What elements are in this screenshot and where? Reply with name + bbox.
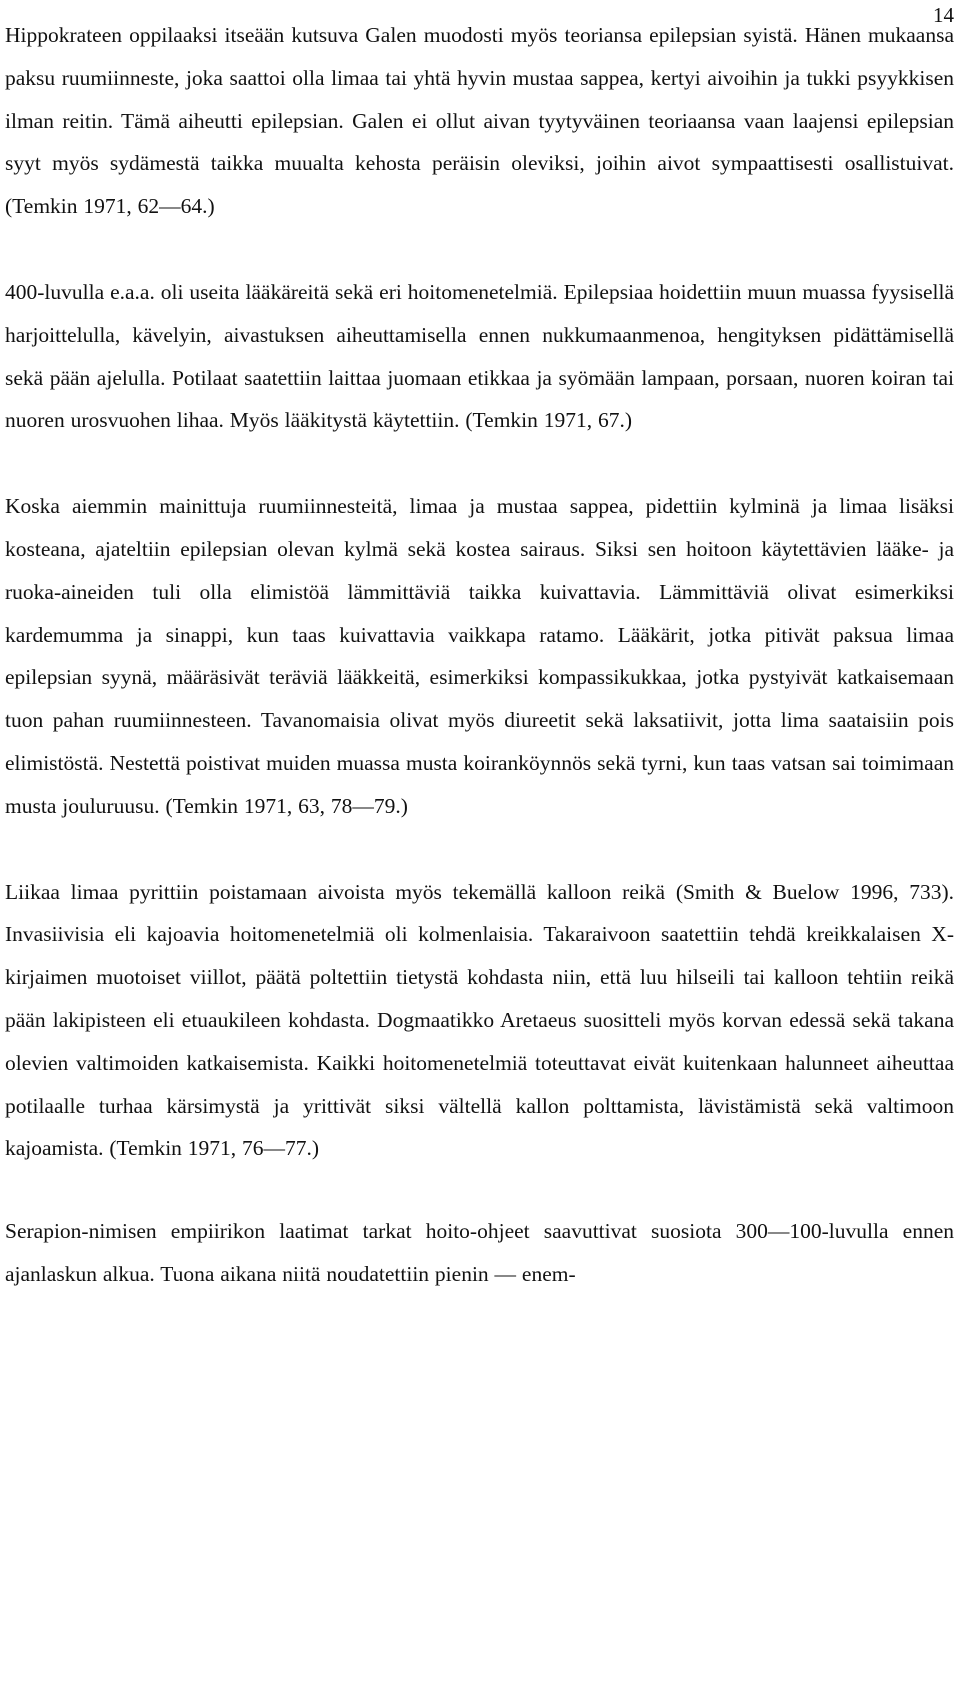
- paragraph-gap: [5, 828, 954, 871]
- paragraph-400-treatments: 400-luvulla e.a.a. oli useita lääkäreitä sekä eri hoitomenetelmiä. Epilepsiaa hoidettiin muun muassa fyysisellä harjoittelulla, kävelyin, aivastuksen aiheuttamisella ennen nukkumaanmenoa, hengityksen pidättämisellä sekä pään ajelulla. Potilaat saatettiin laittaa juomaan etikkaa ja syömään lampaan, porsaan, nuoren koiran tai nuoren urosvuohen lihaa. Myös lääkitystä käytettiin. (Temkin 1971, 67.): [5, 279, 954, 433]
- paragraph-gap: [5, 1170, 954, 1210]
- paragraph-gap: [5, 228, 954, 271]
- paragraph-galen-theory: Hippokrateen oppilaaksi itseään kutsuva Galen muodosti myös teoriansa epilepsian syistä. Hänen mukaansa paksu ruumiinneste, joka saattoi olla limaa tai yhtä hyvin mustaa sappea, kertyi aivoihin ja tukki psyykkisen ilman reitin. Tämä aiheutti epilepsian. Galen ei ollut aivan tyytyväinen teoriaansa vaan laajensi epilepsian syyt myös sydämestä taikka muualta kehosta peräisin oleviksi, joihin aivot sympaattisesti osallistuivat. (Temkin 1971, 62—64.): [5, 23, 954, 219]
- page-number: 14: [933, 3, 954, 27]
- paragraph-invasive-methods: Liikaa limaa pyrittiin poistamaan aivoista myös tekemällä kalloon reikä (Smith & Buelow 1996, 733). Invasiivisia eli kajoavia hoitomenetelmiä oli kolmenlaisia. Takaraivoon saatettiin tehdä kreikkalaisen X-kirjaimen muotoiset viillot, päätä poltettiin tietystä kohdasta niin, että luu hilseili tai kalloon tehtiin reikä pään lakipisteen eli etuaukileen kohdasta. Dogmaatikko Aretaeus suositteli myös korvan edessä sekä takana olevien valtimoiden katkaisemista. Kaikki hoitomenetelmiä toteuttavat eivät kuitenkaan halunneet aiheuttaa potilaalle turhaa kärsimystä ja yrittivät siksi vältellä kallon polttamista, lävistämistä sekä valtimoon kajoamista. (Temkin 1971, 76—77.): [5, 879, 954, 1161]
- document-body: [5, 14, 954, 1296]
- paragraph-gap: [5, 442, 954, 485]
- paragraph-serapion: Serapion-nimisen empiirikon laatimat tarkat hoito-ohjeet saavuttivat suosiota 300—100-luvulla ennen ajanlaskun alkua. Tuona aikana niitä noudatettiin pienin — enem-: [5, 1219, 954, 1286]
- paragraph-humors-treatment: Koska aiemmin mainittuja ruumiinnesteitä, limaa ja mustaa sappea, pidettiin kylminä ja limaa lisäksi kosteana, ajateltiin epilepsian olevan kylmä sekä kostea sairaus. Siksi sen hoitoon käytettävien lääke- ja ruoka-aineiden tuli olla elimistöä lämmittäviä taikka kuivattavia. Lämmittäviä olivat esimerkiksi kardemumma ja sinappi, kun taas kuivattavia vaikkapa ratamo. Lääkärit, jotka pitivät paksua limaa epilepsian syynä, määräsivät teräviä lääkkeitä, esimerkiksi kompassikukkaa, jotka pystyivät katkaisemaan tuon pahan ruumiinnesteen. Tavanomaisia olivat myös diureetit sekä laksatiivit, jotta lima saataisiin pois elimistöstä. Nestettä poistivat muiden muassa musta koiranköynnös sekä tyrni, kun taas vatsan sai toimimaan musta jouluruusu. (Temkin 1971, 63, 78—79.): [5, 494, 954, 818]
